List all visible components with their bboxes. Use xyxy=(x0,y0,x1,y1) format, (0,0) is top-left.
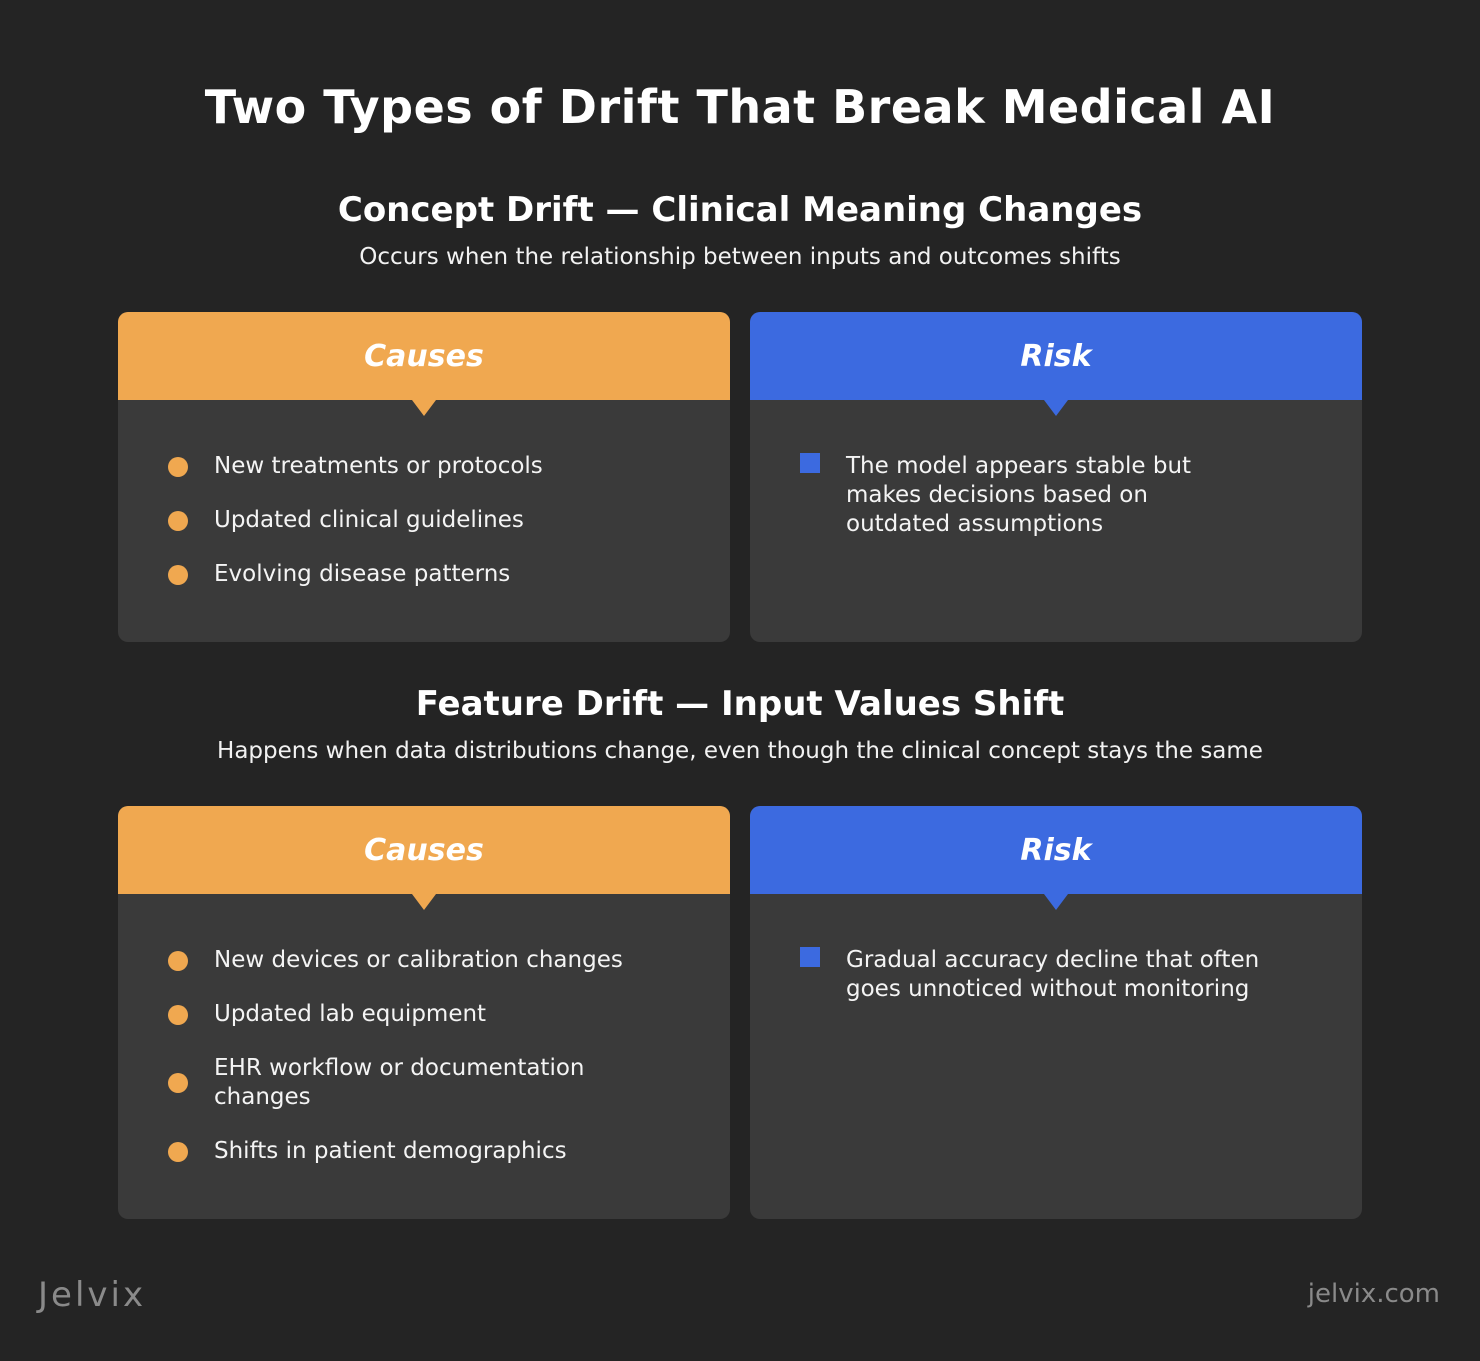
feature-drift-section xyxy=(0,684,1480,764)
bullet-dot-icon xyxy=(168,457,188,477)
causes-header xyxy=(118,312,730,400)
list-item xyxy=(168,946,680,975)
bullet-dot-icon xyxy=(168,565,188,585)
list-item-text: Updated lab equipment xyxy=(214,1001,487,1027)
causes-header-label: Causes xyxy=(364,832,484,868)
list-item xyxy=(168,1054,608,1112)
bullet-square-icon xyxy=(800,947,820,967)
feature-risk-card xyxy=(750,806,1362,1219)
jelvix-logo: Jelvix xyxy=(38,1275,147,1315)
header-pointer xyxy=(412,400,436,416)
risk-header xyxy=(750,806,1362,894)
section-subtitle: Occurs when the relationship between inputs and outcomes shifts xyxy=(359,244,1121,270)
bullet-dot-icon xyxy=(168,1073,188,1093)
list-item-text: Shifts in patient demographics xyxy=(214,1138,567,1164)
list-item xyxy=(800,946,1300,1004)
list-item xyxy=(168,1000,680,1029)
concept-drift-section xyxy=(0,190,1480,270)
header-pointer xyxy=(412,894,436,910)
risk-header-label: Risk xyxy=(1020,338,1092,374)
feature-causes-card xyxy=(118,806,730,1219)
bullet-dot-icon xyxy=(168,1142,188,1162)
page-title: Two Types of Drift That Break Medical AI xyxy=(204,80,1276,134)
section-title: Concept Drift — Clinical Meaning Changes xyxy=(337,190,1143,230)
causes-list xyxy=(118,400,730,589)
list-item-text: The model appears stable but makes decisions based on outdated assumptions xyxy=(846,453,1192,537)
causes-list xyxy=(118,894,730,1166)
risk-list xyxy=(750,894,1362,1004)
list-item-text: New treatments or protocols xyxy=(214,453,543,479)
causes-header-label: Causes xyxy=(364,338,484,374)
bullet-dot-icon xyxy=(168,1005,188,1025)
list-item xyxy=(168,560,680,589)
list-item xyxy=(168,506,680,535)
section-subtitle: Happens when data distributions change, even though the clinical concept stays the same xyxy=(217,738,1263,764)
risk-list xyxy=(750,400,1362,539)
list-item xyxy=(800,452,1240,539)
concept-causes-card xyxy=(118,312,730,642)
bullet-square-icon xyxy=(800,453,820,473)
list-item-text: Evolving disease patterns xyxy=(214,561,511,587)
risk-header xyxy=(750,312,1362,400)
header-pointer xyxy=(1044,400,1068,416)
list-item-text: Updated clinical guidelines xyxy=(214,507,524,533)
list-item-text: Gradual accuracy decline that often goes unnoticed without monitoring xyxy=(846,947,1260,1002)
section-title: Feature Drift — Input Values Shift xyxy=(415,684,1065,724)
bullet-dot-icon xyxy=(168,951,188,971)
list-item xyxy=(168,452,680,481)
site-url: jelvix.com xyxy=(1307,1279,1440,1309)
bullet-dot-icon xyxy=(168,511,188,531)
causes-header xyxy=(118,806,730,894)
list-item xyxy=(168,1137,680,1166)
concept-risk-card xyxy=(750,312,1362,642)
list-item-text: New devices or calibration changes xyxy=(214,947,623,973)
risk-header-label: Risk xyxy=(1020,832,1092,868)
list-item-text: EHR workflow or documentation changes xyxy=(214,1055,585,1110)
header-pointer xyxy=(1044,894,1068,910)
